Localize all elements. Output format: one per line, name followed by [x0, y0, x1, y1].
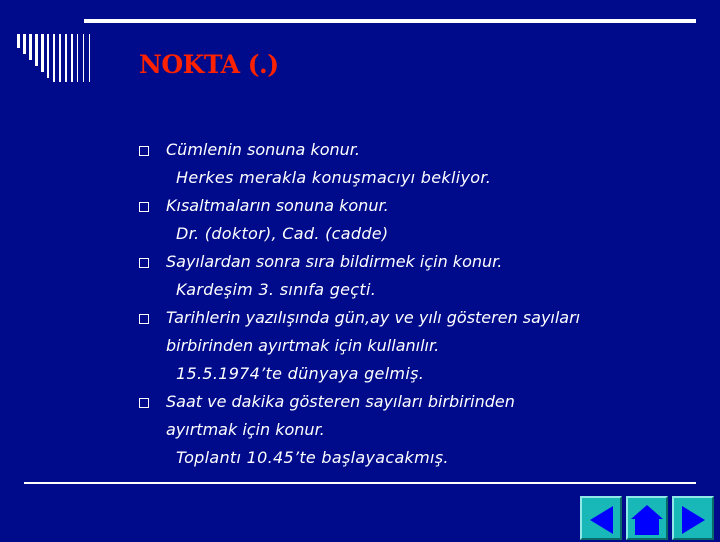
home-icon: [628, 498, 670, 542]
slide-navigation: [580, 496, 714, 540]
bullet-text: birbirinden ayırtmak için kullanılır.: [166, 336, 440, 355]
arrow-right-icon: [674, 498, 716, 542]
previous-slide-button[interactable]: [580, 496, 622, 540]
bullet-marker: [139, 314, 149, 324]
example-sentence: 15.5.1974’te dünyaya gelmiş.: [176, 364, 425, 383]
bullet-text: Tarihlerin yazılışında gün,ay ve yılı gösteren sayıları: [166, 308, 581, 327]
bottom-divider: [24, 482, 696, 484]
bullet-text: Kısaltmaların sonuna konur.: [166, 196, 389, 215]
example-sentence: Kardeşim 3. sınıfa geçti.: [176, 280, 377, 299]
slide-title: NOKTA (.): [139, 50, 279, 79]
bullet-marker: [139, 398, 149, 408]
bullet-text: ayırtmak için konur.: [166, 420, 325, 439]
bullet-text: Saat ve dakika gösteren sayıları birbirinden: [166, 392, 515, 411]
example-sentence: Toplantı 10.45’te başlayacakmış.: [176, 448, 449, 467]
bullet-marker: [139, 202, 149, 212]
bullet-marker: [139, 258, 149, 268]
bullet-text: Sayılardan sonra sıra bildirmek için konur.: [166, 252, 503, 271]
bullet-text: Cümlenin sonuna konur.: [166, 140, 360, 159]
bullet-marker: [139, 146, 149, 156]
arrow-left-icon: [582, 498, 624, 542]
next-slide-button[interactable]: [672, 496, 714, 540]
example-sentence: Herkes merakla konuşmacıyı bekliyor.: [176, 168, 492, 187]
home-button[interactable]: [626, 496, 668, 540]
example-sentence: Dr. (doktor), Cad. (cadde): [176, 224, 389, 243]
